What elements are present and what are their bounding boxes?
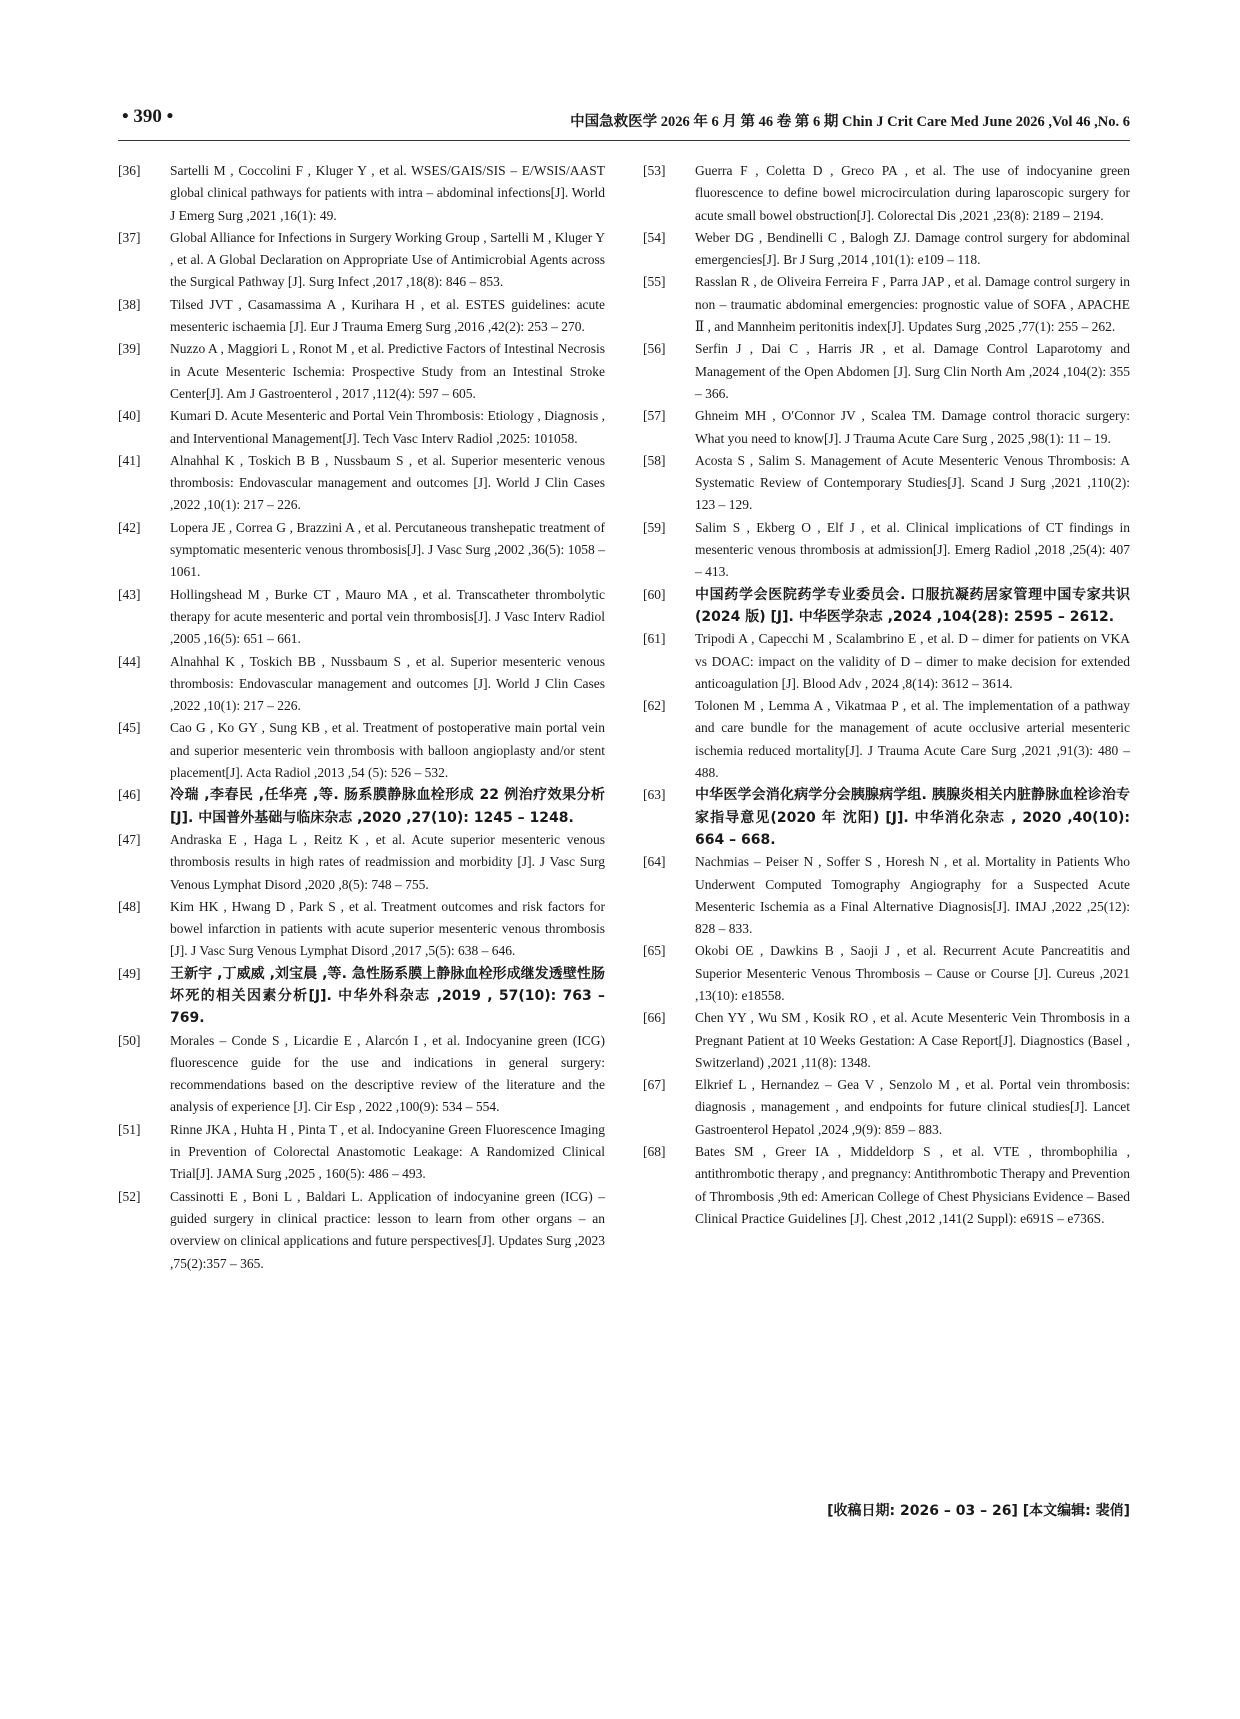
reference-item [643, 628, 1130, 695]
reference-number: [56] [643, 341, 666, 357]
reference-number: [58] [643, 452, 666, 468]
page-header [118, 106, 1130, 141]
reference-item [643, 338, 1130, 405]
reference-item [643, 695, 1130, 784]
reference-item [118, 584, 605, 651]
reference-text: Morales – Conde S , Licardie E , Alarcón I , et al. Indocyanine green (ICG) fluorescence guide for the use and indications in general surgery: recommendations based on the descriptive review of the literature and the analysis of experience [J]. Cir Esp , 2022 ,100(9): 534 – 554. [170, 1032, 605, 1115]
reference-item [118, 1119, 605, 1186]
reference-item [643, 271, 1130, 338]
reference-number: [42] [118, 519, 141, 535]
reference-number: [45] [118, 720, 141, 736]
reference-text: Tripodi A , Capecchi M , Scalambrino E , et al. D – dimer for patients on VKA vs DOAC: impact on the validity of D – dimer to make decision for extended anticoagulation [J]. Blood Adv , 2024 ,8(14): 3612 – 3614. [695, 631, 1130, 691]
reference-text: Cassinotti E , Boni L , Baldari L. Application of indocyanine green (ICG) – guided surgery in clinical practice: lesson to learn from other organs – an overview on clinical applications and future perspectives[J]. Updates Surg ,2023 ,75(2):357 – 365. [170, 1188, 606, 1271]
reference-item [643, 450, 1130, 517]
reference-number: [55] [643, 274, 666, 290]
reference-text: 中华医学会消化病学分会胰腺病学组. 胰腺炎相关内脏静脉血栓诊治专家指导意见(2020 年 沈阳) [J]. 中华消化杂志 , 2020 ,40(10): 664 – 668. [695, 787, 1130, 848]
reference-number: [60] [643, 586, 666, 602]
reference-column-right [643, 160, 1130, 1230]
reference-text: Tilsed JVT , Casamassima A , Kurihara H , et al. ESTES guidelines: acute mesenteric ischaemia [J]. Eur J Trauma Emerg Surg ,2016 ,42(2): 253 – 270. [170, 296, 605, 335]
reference-number: [53] [643, 163, 666, 178]
reference-item [118, 1030, 605, 1119]
reference-text: Alnahhal K , Toskich B B , Nussbaum S , et al. Superior mesenteric venous thrombosis: Endovascular management and outcomes [J]. World J Clin Cases ,2022 ,10(1): 217 – 226. [170, 452, 605, 513]
journal-info: 中国急救医学 2026 年 6 月 第 46 卷 第 6 期 Chin J Crit Care Med June 2026 ,Vol 46 ,No. 6 [570, 114, 1130, 130]
reference-item [118, 227, 605, 294]
reference-item [643, 940, 1130, 1007]
reference-text: 中国药学会医院药学专业委员会. 口服抗凝药居家管理中国专家共识(2024 版) [J]. 中华医学杂志 ,2024 ,104(28): 2595 – 2612. [695, 586, 1130, 625]
reference-number: [62] [643, 698, 666, 714]
reference-number: [63] [643, 787, 666, 803]
reference-number: [48] [118, 898, 141, 914]
reference-number: [54] [643, 229, 666, 245]
reference-item [643, 851, 1130, 940]
reference-text: Lopera JE , Correa G , Brazzini A , et al. Percutaneous transhepatic treatment of symptomatic mesenteric venous thrombosis[J]. J Vasc Surg ,2002 ,36(5): 1058 – 1061. [170, 519, 605, 580]
reference-item [643, 227, 1130, 272]
reference-text: 王新宇 ,丁威威 ,刘宝晨 ,等. 急性肠系膜上静脉血栓形成继发透壁性肠坏死的相关因素分析[J]. 中华外科杂志 ,2019 , 57(10): 763 – 769. [170, 965, 605, 1027]
reference-item [118, 963, 605, 1030]
reference-item [118, 405, 605, 450]
reference-text: Elkrief L , Hernandez – Gea V , Senzolo M , et al. Portal vein thrombosis: diagnosis , management , and endpoints for future clinical studies[J]. Lancet Gastroenterol Hepatol ,2024 ,9(9): 859 – 883. [695, 1077, 1130, 1137]
reference-item [643, 584, 1130, 629]
received-date-note: [收稿日期: 2026 – 03 – 26] [本文编辑: 裴俏] [827, 1503, 1130, 1519]
reference-number: [39] [118, 341, 141, 357]
reference-number: [38] [118, 296, 141, 312]
reference-item [643, 517, 1130, 584]
reference-number: [36] [118, 163, 141, 178]
reference-text: Rasslan R , de Oliveira Ferreira F , Parra JAP , et al. Damage control surgery in non – traumatic abdominal emergencies: prognostic value of SOFA , APACHE Ⅱ , and Mannheim peritonitis index[J]. Updates Surg ,2025 ,77(1): 255 – 262. [695, 274, 1130, 335]
reference-item [118, 717, 605, 784]
reference-item [118, 450, 605, 517]
reference-item [643, 1074, 1130, 1141]
reference-text: Nuzzo A , Maggiori L , Ronot M , et al. Predictive Factors of Intestinal Necrosis in Acute Mesenteric Ischemia: Prospective Study from an Intestinal Stroke Center[J]. Am J Gastroenterol , 2017 ,112(4): 597 – 605. [170, 341, 605, 401]
reference-text: Chen YY , Wu SM , Kosik RO , et al. Acute Mesenteric Vein Thrombosis in a Pregnant Patient at 10 Weeks Gestation: A Case Report[J]. Diagnostics (Basel , Switzerland) ,2021 ,11(8): 1348. [695, 1010, 1130, 1070]
reference-number: [65] [643, 943, 666, 959]
reference-text: Global Alliance for Infections in Surgery Working Group , Sartelli M , Kluger Y , et al. A Global Declaration on Appropriate Use of Antimicrobial Agents across the Surgical Pathway [J]. Surg Infect ,2017 ,18(8): 846 – 853. [170, 229, 605, 290]
reference-text: Weber DG , Bendinelli C , Balogh ZJ. Damage control surgery for abdominal emergencies[J]. Br J Surg ,2014 ,101(1): e109 – 118. [695, 229, 1130, 268]
reference-item [118, 784, 605, 829]
reference-text: Acosta S , Salim S. Management of Acute Mesenteric Venous Thrombosis: A Systematic Review of Contemporary Studies[J]. Scand J Surg ,2021 ,110(2): 123 – 129. [695, 452, 1130, 513]
reference-number: [47] [118, 831, 141, 847]
reference-number: [44] [118, 653, 141, 669]
reference-text: Ghneim MH , O′Connor JV , Scalea TM. Damage control thoracic surgery: What you need to know[J]. J Trauma Acute Care Surg , 2025 ,98(1): 11 – 19. [695, 408, 1130, 446]
reference-number: [52] [118, 1188, 141, 1204]
reference-item [118, 338, 605, 405]
reference-item [118, 829, 605, 896]
reference-item [118, 896, 605, 963]
reference-number: [40] [118, 408, 141, 424]
reference-number: [66] [643, 1010, 666, 1026]
reference-item [118, 651, 605, 718]
reference-text: Hollingshead M , Burke CT , Mauro MA , et al. Transcatheter thrombolytic therapy for acute mesenteric and portal vein thrombosis[J]. J Vasc Interv Radiol ,2005 ,16(5): 651 – 661. [170, 586, 605, 647]
reference-item [643, 1141, 1130, 1230]
reference-number: [61] [643, 631, 666, 647]
reference-item [643, 1007, 1130, 1074]
reference-text: Bates SM , Greer IA , Middeldorp S , et al. VTE , thrombophilia , antithrombotic therapy , and pregnancy: Antithrombotic Therapy and Prevention of Thrombosis ,9th ed: American College of Chest Physicians Evidence – Based Clinical Practice Guidelines [J]. Chest ,2012 ,141(2 Suppl): e691S – e736S. [695, 1144, 1131, 1226]
reference-item [118, 294, 605, 339]
reference-item [643, 405, 1130, 450]
reference-text: Salim S , Ekberg O , Elf J , et al. Clinical implications of CT findings in mesenteric venous thrombosis at admission[J]. Emerg Radiol ,2018 ,25(4): 407 – 413. [695, 519, 1130, 580]
reference-number: [41] [118, 452, 141, 468]
page-number: • 390 • [122, 106, 174, 127]
reference-number: [67] [643, 1077, 666, 1093]
reference-text: Guerra F , Coletta D , Greco PA , et al. The use of indocyanine green fluorescence to define bowel microcirculation during laparoscopic surgery for acute small bowel obstruction[J]. Colorectal Dis ,2021 ,23(8): 2189 – 2194. [695, 163, 1130, 223]
reference-item [643, 784, 1130, 851]
reference-text: Kumari D. Acute Mesenteric and Portal Vein Thrombosis: Etiology , Diagnosis , and Interventional Management[J]. Tech Vasc Interv Radiol ,2025: 101058. [170, 408, 605, 446]
reference-number: [51] [118, 1121, 141, 1137]
reference-item [118, 160, 605, 227]
reference-column-left [118, 160, 605, 1275]
reference-text: Tolonen M , Lemma A , Vikatmaa P , et al. The implementation of a pathway and care bundle for the management of acute occlusive arterial mesenteric ischemia reduced mortality[J]. J Trauma Acute Care Surg ,2021 ,91(3): 480 – 488. [695, 698, 1130, 781]
reference-number: [49] [118, 965, 141, 981]
reference-number: [37] [118, 229, 141, 245]
reference-item [118, 517, 605, 584]
reference-number: [59] [643, 519, 666, 535]
reference-text: Okobi OE , Dawkins B , Saoji J , et al. Recurrent Acute Pancreatitis and Superior Mesenteric Venous Thrombosis – Cause or Course [J]. Cureus ,2021 ,13(10): e18558. [695, 943, 1130, 1003]
reference-text: Rinne JKA , Huhta H , Pinta T , et al. Indocyanine Green Fluorescence Imaging in Prevention of Colorectal Anastomotic Leakage: A Randomized Clinical Trial[J]. JAMA Surg ,2025 , 160(5): 486 – 493. [170, 1121, 605, 1182]
reference-text: Sartelli M , Coccolini F , Kluger Y , et al. WSES/GAIS/SIS – E/WSIS/AAST global clinical pathways for patients with intra – abdominal infections[J]. World J Emerg Surg ,2021 ,16(1): 49. [170, 163, 605, 223]
reference-text: Andraska E , Haga L , Reitz K , et al. Acute superior mesenteric venous thrombosis results in high rates of readmission and morbidity [J]. J Vasc Surg Venous Lymphat Disord ,2020 ,8(5): 748 – 755. [170, 831, 605, 892]
reference-item [643, 160, 1130, 227]
reference-text: Alnahhal K , Toskich BB , Nussbaum S , et al. Superior mesenteric venous thrombosis: Endovascular management and outcomes [J]. World J Clin Cases ,2022 ,10(1): 217 – 226. [170, 653, 605, 714]
reference-text: Nachmias – Peiser N , Soffer S , Horesh N , et al. Mortality in Patients Who Underwent Computed Tomography Angiography for a Suspected Acute Mesenteric Ischemia as a Final Alternative Diagnosis[J]. IMAJ ,2022 ,25(12): 828 – 833. [695, 854, 1130, 937]
reference-text: 冷瑞 ,李春民 ,任华亮 ,等. 肠系膜静脉血栓形成 22 例治疗效果分析[J]. 中国普外基础与临床杂志 ,2020 ,27(10): 1245 – 1248. [170, 787, 605, 826]
reference-text: Serfin J , Dai C , Harris JR , et al. Damage Control Laparotomy and Management of the Open Abdomen [J]. Surg Clin North Am ,2024 ,104(2): 355 – 366. [695, 341, 1130, 401]
reference-item [118, 1186, 605, 1275]
reference-number: [64] [643, 854, 666, 870]
reference-number: [43] [118, 586, 141, 602]
reference-number: [46] [118, 787, 141, 803]
reference-number: [68] [643, 1144, 666, 1160]
reference-number: [50] [118, 1032, 141, 1048]
reference-text: Kim HK , Hwang D , Park S , et al. Treatment outcomes and risk factors for bowel infarction in patients with acute superior mesenteric venous thrombosis [J]. J Vasc Surg Venous Lymphat Disord ,2017 ,5(5): 638 – 646. [170, 898, 605, 959]
reference-number: [57] [643, 408, 666, 424]
reference-text: Cao G , Ko GY , Sung KB , et al. Treatment of postoperative main portal vein and superior mesenteric vein thrombosis with balloon angioplasty and/or stent placement[J]. Acta Radiol ,2013 ,54 (5): 526 – 532. [170, 720, 605, 781]
